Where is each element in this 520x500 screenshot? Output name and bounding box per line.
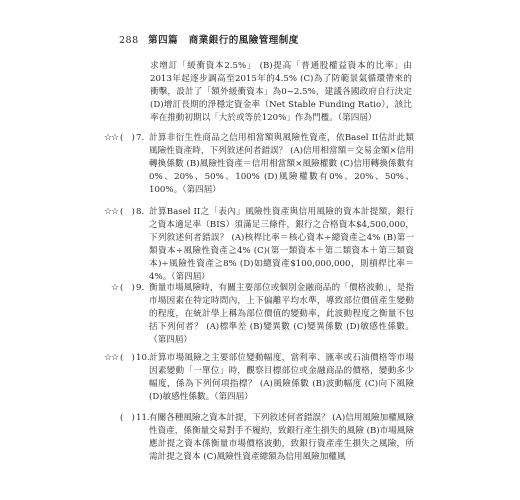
question-text: 有關各種風險之資本計提，下列敘述何者錯誤？ (A)信用風險加權風險性資產，係衡量交易對手不履約，致銀行產生損失的風險 (B)市場風險應計提之資本係衡量市場價格波動，致銀行資產產生損失之風險，所需計提之資本 (C)風險性資產總額為信用風險加權風	[149, 413, 414, 462]
part-label: 第四篇	[148, 35, 179, 46]
question-8	[88, 206, 414, 283]
continuation-text: 求增訂「緩衝資本2.5%」 (B)提高「普通股權益資本的比率」由2013年起逐步調高至2015年的4.5% (C)為了防範景氣循環帶來的衝擊，設計了「額外緩衝資本」為0~2.5%，建議各國政府自行決定 (D)增訂長期的淨穩定資金率（Net Stable Funding Ratio），該比率在推動初期以「大於或等於120%」作為門檻。（第四屆）	[150, 61, 412, 123]
question-number: 11.	[136, 413, 150, 423]
answer-blank: ( )	[120, 353, 135, 363]
answer-blank: ( )	[120, 207, 135, 217]
question-number: 9.	[136, 283, 145, 293]
question-text: 計算市場風險之主要部位變動幅度，當利率、匯率或石油價格等市場因素變動「一單位」時，觀察目標部位或金融商品的價格，變動多少幅度，係為下列何項指標？ (A)風險係數 (B)波動幅度 (C)向下風險 (D)敏感性係數。（第四屆）	[149, 353, 414, 402]
importance-stars-icon: ☆☆	[103, 133, 118, 143]
chapter-title: 商業銀行的風險管理制度	[188, 35, 299, 46]
question-number: 8.	[136, 207, 145, 217]
question-9	[88, 282, 414, 347]
question-11	[88, 412, 414, 464]
page-header	[119, 32, 299, 46]
question-10	[88, 352, 414, 404]
importance-stars-icon: ☆☆	[103, 207, 118, 217]
importance-stars-icon: ☆	[110, 283, 118, 293]
question-text: 計算非衍生性商品之信用相當額與風險性資產，依Basel II估計此類風險性資產時，下列敘述何者錯誤？ (A)信用相當額＝交易金額×信用轉換係數 (B)風險性資產＝信用相當額×風險權數 (C)信用轉換係數有0%、20%、50%、100% (D)風險權數有0%、20%、50%、100%。（第四屆）	[149, 133, 414, 195]
question-number: 10.	[136, 353, 150, 363]
answer-blank: ( )	[120, 283, 135, 293]
question-text: 衡量市場風險時，有關主要部位或個別金融商品的「價格波動」，是指市場因素在特定時間內，上下偏離平均水準，導致部位價值產生變動的程度，在統計學上稱為部位價值的變動率，此波動程度之衡量不包括下列何者？ (A)標準差 (B)變異數 (C)變異係數 (D)敏感性係數。（第四屆）	[149, 283, 414, 345]
question-7	[88, 132, 414, 197]
answer-blank: ( )	[120, 413, 135, 423]
page-number: 288	[119, 35, 139, 46]
importance-stars-icon: ☆☆	[103, 353, 118, 363]
answer-blank: ( )	[120, 133, 135, 143]
question-number: 7.	[136, 133, 145, 143]
question-text: 計算Basel II之「表內」風險性資產與信用風險的資本計提額，銀行之資本適足率（BIS）須滿足三條件，銀行之合格資本$4,500,000，下列敘述何者錯誤？ (A)核桿比率＝核心資本÷總資產≧4% (B)第一類資本÷風險性資產≧4% (C)(第一類資本＋第二類資本＋第三類資本)÷風險性資產≧8% (D)如總資產$100,000,000，則槓桿比率＝4%。（第四屆）	[149, 207, 414, 282]
